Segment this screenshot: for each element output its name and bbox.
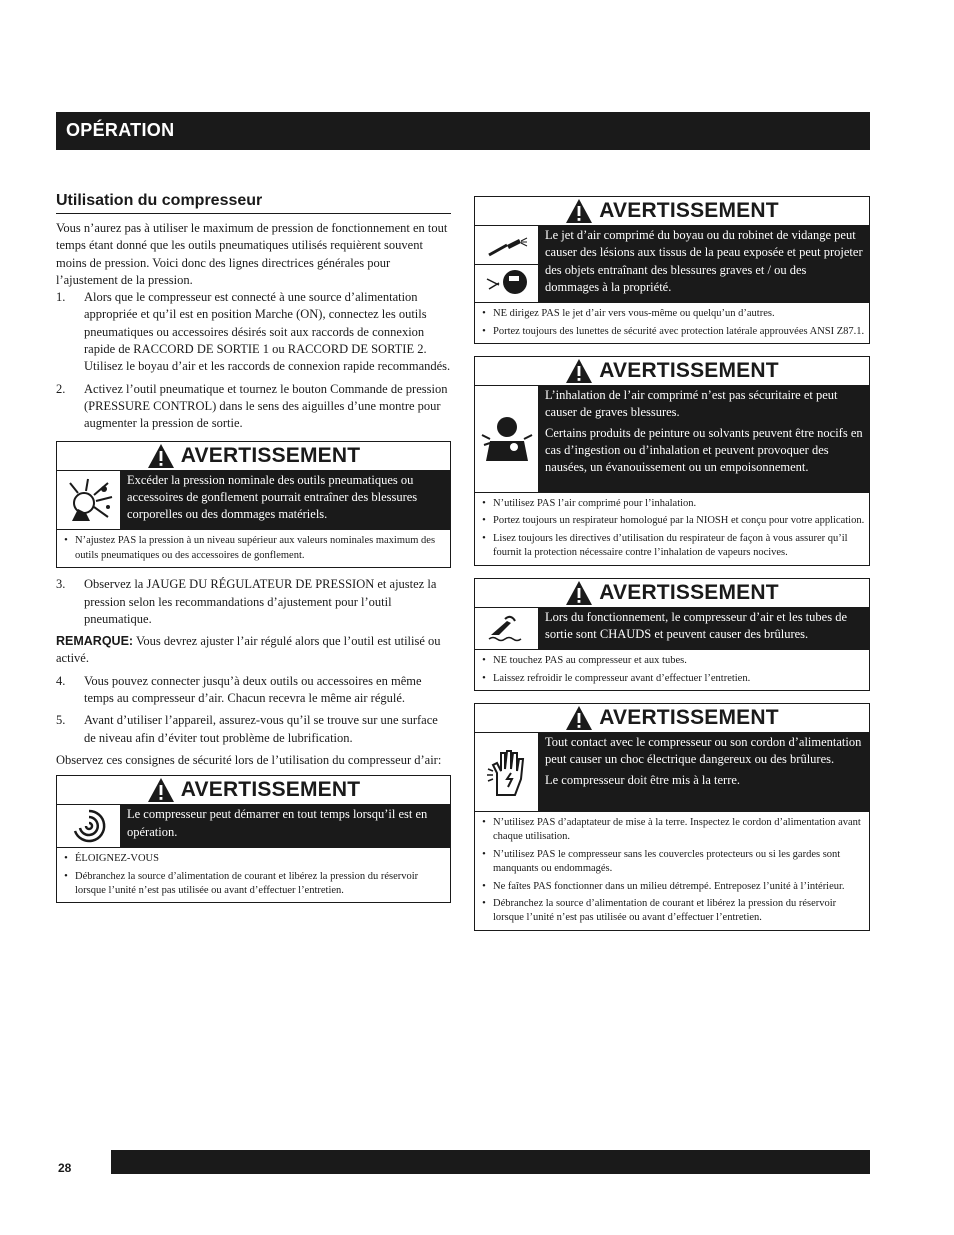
list-item: • Portez toujours des lunettes de sécurité avec protection latérale approuvées ANSI Z87.1.: [482, 325, 865, 337]
page-number-box: [56, 1158, 111, 1176]
step-5: [56, 712, 451, 747]
warning-triangle-icon: [565, 198, 593, 224]
warning-message: [121, 805, 450, 847]
warning-message: [121, 471, 450, 530]
step-text: Avant d’utiliser l’appareil, assurez-vous qu’il se trouve sur une surface de niveau afin d’éviter tout problème de lubrification.: [84, 713, 438, 745]
warning-text: Le compresseur doit être mis à la terre.: [545, 772, 741, 787]
warning-icon-column: [57, 805, 121, 847]
list-item: • Débranchez la source d’alimentation de courant et libérez la pression du réservoir lorsque l’unité n’est pas utilisée ou avant d’effectuer l’entretien.: [482, 898, 837, 924]
respirator-icon: [480, 411, 534, 467]
page-number: 28: [58, 1161, 72, 1175]
list-item: • ÉLOIGNEZ-VOUS: [64, 853, 159, 865]
warning-icon-column: [475, 608, 539, 650]
step-4: [56, 673, 451, 708]
step-number: 1.: [56, 290, 66, 305]
warning-text: Tout contact avec le compresseur ou son cordon d’alimentation peut causer un choc électrique dangereux ou des brûlures.: [545, 735, 862, 767]
warning-message: [539, 226, 869, 302]
warning-box-hot-surface: [474, 578, 870, 691]
warning-triangle-icon: [565, 705, 593, 731]
warning-bullets: [57, 530, 450, 567]
step-number: 2.: [56, 381, 66, 396]
step-number: 3.: [56, 577, 66, 592]
warning-text: Excéder la pression nominale des outils pneumatiques ou accessoires de gonflement pourrait entraîner des blessures corporelles ou des dommages matériels.: [127, 472, 418, 522]
left-column: [56, 192, 451, 903]
warning-box-electric-shock: [474, 703, 870, 931]
right-column: [474, 196, 870, 931]
list-item: • NE touchez PAS au compresseur et aux tubes.: [482, 655, 687, 667]
warning-text: Le compresseur peut démarrer en tout temps lorsqu’il est en opération.: [127, 807, 428, 839]
note-text: Vous devrez ajuster l’air régulé alors que l’outil est utilisé ou activé.: [56, 634, 441, 666]
warning-header: [57, 776, 450, 805]
warning-triangle-icon: [147, 777, 175, 803]
warning-text: L’inhalation de l’air comprimé n’est pas sécuritaire et peut causer de graves blessures.: [545, 388, 838, 420]
step-1: [56, 289, 451, 375]
list-item: • Débranchez la source d’alimentation de courant et libérez la pression du réservoir lorsque l’unité n’est pas utilisée ou avant d’effectuer l’entretien.: [64, 870, 419, 897]
intro-paragraph: Vous n’aurez pas à utiliser le maximum de pression de fonctionnement en tout temps étant donné que les outils pneumatiques utilisés requièrent souvent moins de pression. Voici donc des lignes directrices générales pour l’ajustement de la pression.: [56, 221, 448, 287]
list-item: • N’utilisez PAS le compresseur sans les couvercles protecteurs ou si les gardes sont manquants ou endommagés.: [482, 848, 841, 875]
list-item: • N’ajustez PAS la pression à un niveau supérieur aux valeurs nominales maximum des outils pneumatiques ou des accessoires de gonflement.: [64, 535, 436, 561]
warning-text: Certains produits de peinture ou solvants peuvent être nocifs en cas d’ingestion ou d’inhalation et peuvent provoquer des nausées, un évanouissement ou un empoisonnement.: [545, 425, 863, 475]
warning-box-air-jet: [474, 196, 870, 344]
air-nozzle-icon: [485, 235, 529, 259]
section-header-title: OPÉRATION: [66, 120, 175, 140]
rotating-parts-icon: [69, 807, 109, 845]
warning-bullets: [475, 650, 869, 690]
step-text: Alors que le compresseur est connecté à une source d’alimentation appropriée et qu’il est en position Marche (ON), connectez les outils pneumatiques ou accessoires désirés soit aux raccords de connexion rapide de RACCORD DE SORTIE 1 ou RACCORD DE SORTIE 2. Utilisez le boyau d’air et les raccords de connexion rapide recommandés.: [84, 290, 451, 374]
warning-bullets: [475, 812, 869, 930]
warning-header: [57, 442, 450, 471]
step-text: Activez l’outil pneumatique et tournez le bouton Commande de pression (PRESSURE CONTROL) dans le sens des aiguilles d’une montre pour augmenter la pression de sortie.: [84, 381, 448, 431]
warning-title: AVERTISSEMENT: [599, 199, 779, 222]
warning-title: AVERTISSEMENT: [599, 706, 779, 730]
warning-icon-column: [475, 386, 539, 492]
eye-protection-icon: [485, 267, 529, 297]
step-2: [56, 381, 451, 433]
warning-triangle-icon: [565, 580, 593, 606]
burst-explosion-icon: [64, 477, 114, 523]
section-title: Utilisation du compresseur: [56, 192, 451, 214]
warning-message: [539, 608, 869, 650]
note-paragraph: [56, 633, 451, 668]
list-item: • Laissez refroidir le compresseur avant d’effectuer l’entretien.: [482, 672, 751, 684]
warning-box-auto-start: [56, 775, 451, 903]
warning-icon-column: [475, 733, 539, 811]
warning-triangle-icon: [565, 358, 593, 384]
warning-header: [475, 357, 869, 386]
list-item: • N’utilisez PAS l’air comprimé pour l’inhalation.: [482, 498, 697, 509]
section-header-bar: [56, 112, 870, 150]
warning-title: AVERTISSEMENT: [180, 778, 361, 802]
warning-header: [475, 579, 869, 608]
step-text: Vous pouvez connecter jusqu’à deux outils ou accessoires en même temps au compresseur d’air. Chacun recevra le même air régulé.: [84, 673, 422, 706]
warning-message: [539, 386, 869, 492]
step-number: 5.: [56, 713, 66, 728]
warning-icon-column: [475, 226, 539, 302]
step-text: Observez la JAUGE DU RÉGULATEUR DE PRESSION et ajustez la pression selon les recommandations d’ajustement pour l’outil pneumatique.: [84, 577, 437, 626]
list-item: • Portez toujours un respirateur homologué par la NIOSH et conçu pour votre application.: [482, 515, 865, 527]
list-item: • NE dirigez PAS le jet d’air vers vous-même ou quelqu’un d’autres.: [482, 308, 775, 320]
electric-shock-icon: [485, 745, 529, 799]
list-item: • Lisez toujours les directives d’utilisation du respirateur de façon à vous assurer qu’il fournit la protection nécessaire contre l’inhalation de vapeurs nocives.: [482, 532, 848, 559]
note-label: REMARQUE:: [56, 634, 134, 649]
list-item: • N’utilisez PAS d’adaptateur de mise à la terre. Inspectez le cordon d’alimentation avant chaque utilisation.: [482, 817, 861, 843]
warning-message: [539, 733, 869, 811]
warning-header: [475, 704, 869, 733]
warning-bullets: [475, 493, 869, 565]
step-number: 4.: [56, 673, 66, 688]
warning-bullets: [475, 303, 869, 343]
warning-title: AVERTISSEMENT: [180, 443, 361, 467]
warning-box-pressure: [56, 441, 451, 569]
warning-text: Le jet d’air comprimé du boyau ou du robinet de vidange peut causer des lésions aux tissus de la peau exposée et peut projeter des objets entraînant des blessures graves et / ou des dommages à la propriété.: [545, 228, 863, 294]
warning-icon-column: [57, 471, 121, 530]
step-3: [56, 576, 451, 628]
warning-title: AVERTISSEMENT: [599, 580, 779, 604]
warning-bullets: [57, 848, 450, 902]
list-item: • Ne faîtes PAS fonctionner dans un milieu détrempé. Entreposez l’unité à l’intérieur.: [482, 880, 845, 892]
warning-header: [475, 197, 869, 226]
warning-text: Lors du fonctionnement, le compresseur d’air et les tubes de sortie sont CHAUDS et peuvent causer des brûlures.: [545, 609, 847, 641]
closing-paragraph: Observez ces consignes de sécurité lors de l’utilisation du compresseur d’air:: [56, 752, 442, 767]
hot-surface-icon: [485, 613, 529, 643]
footer-bar: [111, 1150, 870, 1174]
warning-box-inhalation: [474, 356, 870, 566]
warning-title: AVERTISSEMENT: [599, 359, 779, 382]
warning-triangle-icon: [147, 443, 175, 469]
